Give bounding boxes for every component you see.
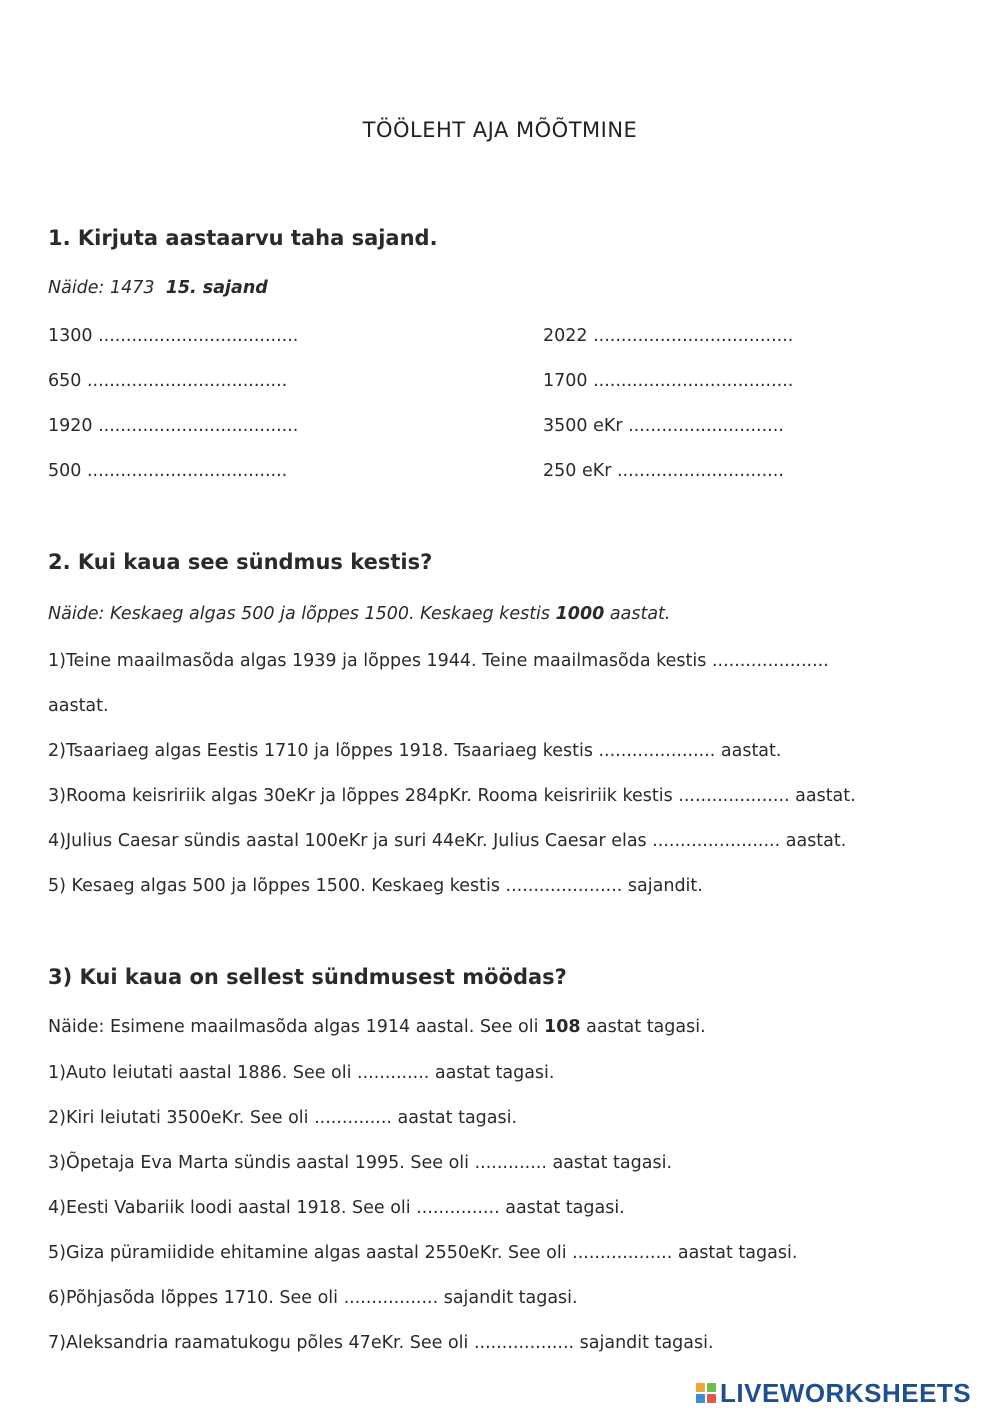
logo-square-3 xyxy=(696,1394,705,1403)
logo-square-2 xyxy=(707,1383,716,1392)
section2-heading: 2. Kui kaua see sündmus kestis? xyxy=(48,550,433,574)
duration-item-2[interactable]: 2)Tsaariaeg algas Eestis 1710 ja lõppes 1918. Tsaariaeg kestis ..................... aastat. xyxy=(48,741,782,761)
duration-item-4[interactable]: 4)Julius Caesar sündis aastal 100eKr ja suri 44eKr. Julius Caesar elas ....................... aastat. xyxy=(48,831,847,851)
logo-square-4 xyxy=(707,1394,716,1403)
liveworksheets-logo xyxy=(696,1376,971,1410)
year-item-left-4[interactable]: 500 .................................... xyxy=(48,461,288,481)
year-item-right-2[interactable]: 1700 .................................... xyxy=(543,371,794,391)
year-item-left-3[interactable]: 1920 .................................... xyxy=(48,416,299,436)
section3-example-suffix: aastat tagasi. xyxy=(580,1017,706,1037)
duration-item-5[interactable]: 5) Kesaeg algas 500 ja lõppes 1500. Keskaeg kestis ..................... sajandit. xyxy=(48,876,703,896)
section3-example-text: Näide: Esimene maailmasõda algas 1914 aastal. See oli xyxy=(48,1017,545,1037)
section1-heading: 1. Kirjuta aastaarvu taha sajand. xyxy=(48,226,438,250)
logo-square-1 xyxy=(696,1383,705,1392)
year-item-right-4[interactable]: 250 eKr .............................. xyxy=(543,461,784,481)
section1-example xyxy=(48,278,268,298)
section2-example-suffix: aastat. xyxy=(604,604,671,624)
year-item-right-3[interactable]: 3500 eKr ............................ xyxy=(543,416,784,436)
year-item-left-1[interactable]: 1300 .................................... xyxy=(48,326,299,346)
elapsed-item-4[interactable]: 4)Eesti Vabariik loodi aastal 1918. See oli ............... aastat tagasi. xyxy=(48,1198,625,1218)
section1-example-prefix: Näide: 1473 xyxy=(48,278,155,298)
elapsed-item-7[interactable]: 7)Aleksandria raamatukogu põles 47eKr. See oli .................. sajandit tagasi. xyxy=(48,1333,714,1353)
elapsed-item-2[interactable]: 2)Kiri leiutati 3500eKr. See oli .............. aastat tagasi. xyxy=(48,1108,518,1128)
worksheet-title: TÖÖLEHT AJA MÕÕTMINE xyxy=(362,118,638,142)
section3-heading: 3) Kui kaua on sellest sündmusest möödas? xyxy=(48,965,567,989)
section2-example-answer: 1000 xyxy=(555,604,605,624)
liveworksheets-logo-text: LIVEWORKSHEETS xyxy=(720,1377,972,1408)
duration-item-3[interactable]: 3)Rooma keisririik algas 30eKr ja lõppes 284pKr. Rooma keisririik kestis .................... aastat. xyxy=(48,786,856,806)
duration-item-1[interactable]: 1)Teine maailmasõda algas 1939 ja lõppes 1944. Teine maailmasõda kestis ..................... xyxy=(48,651,829,671)
duration-item-1-continued: aastat. xyxy=(48,696,109,716)
section1-example-answer: 15. sajand xyxy=(165,278,268,298)
year-item-left-2[interactable]: 650 .................................... xyxy=(48,371,288,391)
section3-example-answer: 108 xyxy=(544,1017,581,1037)
elapsed-item-3[interactable]: 3)Õpetaja Eva Marta sündis aastal 1995. See oli ............. aastat tagasi. xyxy=(48,1153,673,1173)
elapsed-item-1[interactable]: 1)Auto leiutati aastal 1886. See oli ............. aastat tagasi. xyxy=(48,1063,555,1083)
elapsed-item-6[interactable]: 6)Põhjasõda lõppes 1710. See oli ................. sajandit tagasi. xyxy=(48,1288,578,1308)
year-item-right-1[interactable]: 2022 .................................... xyxy=(543,326,794,346)
section2-example-text: Näide: Keskaeg algas 500 ja lõppes 1500. Keskaeg kestis xyxy=(48,604,556,624)
section3-example xyxy=(48,1017,706,1037)
section2-example xyxy=(48,604,670,624)
liveworksheets-logo-icon xyxy=(696,1383,716,1403)
elapsed-item-5[interactable]: 5)Giza püramiidide ehitamine algas aastal 2550eKr. See oli .................. aastat tagasi. xyxy=(48,1243,798,1263)
